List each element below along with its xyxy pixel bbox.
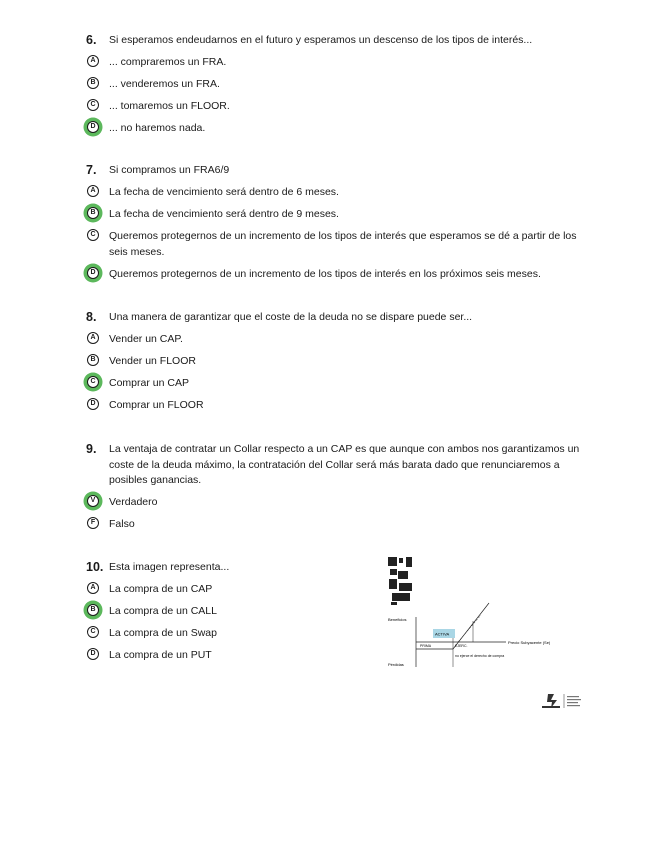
question-6 (86, 33, 596, 137)
option-letter-badge: D (87, 398, 99, 410)
option-text: Queremos protegernos de un incremento de los tipos de interés que esperamos se dé a partir de los seis meses. (109, 230, 577, 258)
option-false[interactable] (86, 517, 596, 533)
option-letter-badge: B (87, 77, 99, 89)
label-activa: ACTIVA (435, 631, 450, 637)
question-9 (86, 442, 596, 533)
option-letter-badge: C (87, 99, 99, 111)
option-letter-badge: D (87, 648, 99, 660)
question-7 (86, 163, 596, 282)
label-benefits: Beneficios (388, 617, 407, 622)
option-b[interactable] (86, 354, 596, 370)
option-b[interactable] (86, 77, 596, 93)
option-letter-badge: A (87, 582, 99, 594)
option-c[interactable] (86, 229, 596, 260)
question-header (86, 163, 596, 179)
option-letter-badge: B (87, 207, 99, 219)
question-text: Si compramos un FRA6/9 (109, 164, 230, 176)
option-d[interactable] (86, 648, 366, 664)
question-header (86, 442, 596, 489)
option-a[interactable] (86, 185, 596, 201)
question-header (86, 560, 366, 576)
option-letter-badge: A (87, 55, 99, 67)
option-text: Falso (109, 518, 135, 530)
option-text: Comprar un FLOOR (109, 399, 204, 411)
label-losses: Pérdidas (388, 662, 404, 667)
question-text: La ventaja de contratar un Collar respecto a un CAP es que aunque con ambos nos garantizamos un coste de la deuda máximo, la contratación del Collar será más barata dado que renunciaremos a posibles ganancias. (109, 443, 580, 486)
option-text: La fecha de vencimiento será dentro de 9 meses. (109, 208, 339, 220)
option-d-correct[interactable] (86, 121, 596, 137)
option-a[interactable] (86, 332, 596, 348)
option-text: La compra de un CALL (109, 605, 217, 617)
option-d[interactable] (86, 398, 596, 414)
question-8 (86, 310, 596, 414)
option-text: Queremos protegernos de un incremento de los tipos de interés en los próximos seis meses. (109, 267, 541, 280)
question-number: 9. (86, 442, 97, 456)
label-strike: EJERC. (455, 644, 468, 648)
question-header (86, 310, 596, 326)
option-letter-badge: V (87, 495, 99, 507)
option-c[interactable] (86, 626, 366, 642)
option-b-correct[interactable] (86, 604, 366, 620)
option-letter-badge: C (87, 626, 99, 638)
call-payoff-figure (386, 555, 558, 673)
option-text: ... no haremos nada. (109, 122, 206, 134)
label-premium: PRIMA (420, 644, 432, 648)
option-text: Comprar un CAP (109, 377, 189, 389)
question-text: Una manera de garantizar que el coste de la deuda no se dispare puede ser... (109, 311, 473, 323)
option-text: ... venderemos un FRA. (109, 78, 220, 90)
option-d-correct[interactable] (86, 267, 596, 283)
university-logo (540, 690, 600, 714)
option-a[interactable] (86, 582, 366, 598)
label-note: no ejerce el derecho de compra (455, 654, 505, 658)
question-10 (86, 560, 366, 664)
option-text: Verdadero (109, 496, 158, 508)
option-text: La compra de un Swap (109, 627, 217, 639)
option-text: Vender un CAP. (109, 333, 183, 345)
option-true-correct[interactable] (86, 495, 596, 511)
payoff-diagram (386, 555, 558, 673)
option-b-correct[interactable] (86, 207, 596, 223)
option-letter-badge: B (87, 354, 99, 366)
option-text: La compra de un PUT (109, 649, 212, 661)
qr-code-icon (388, 557, 412, 605)
option-text: ... tomaremos un FLOOR. (109, 100, 230, 112)
question-text: Si esperamos endeudarnos en el futuro y esperamos un descenso de los tipos de interés... (109, 34, 533, 46)
question-header (86, 33, 596, 49)
university-logo-icon (540, 690, 600, 714)
payoff-dashed (458, 615, 481, 642)
question-number: 10. (86, 560, 104, 574)
option-letter-badge: C (87, 229, 99, 241)
option-text: Vender un FLOOR (109, 355, 196, 367)
option-letter-badge: B (87, 604, 99, 616)
option-letter-badge: A (87, 332, 99, 344)
option-letter-badge: A (87, 185, 99, 197)
option-text: ... compraremos un FRA. (109, 56, 227, 68)
option-letter-badge: F (87, 517, 99, 529)
option-letter-badge: D (87, 121, 99, 133)
option-c-correct[interactable] (86, 376, 596, 392)
option-letter-badge: D (87, 267, 99, 279)
option-letter-badge: C (87, 376, 99, 388)
question-text: Esta imagen representa... (109, 561, 230, 573)
label-axis: Precio Subyacente (Se) (508, 640, 551, 645)
option-text: La compra de un CAP (109, 583, 213, 595)
option-text: La fecha de vencimiento será dentro de 6 meses. (109, 186, 339, 198)
question-number: 8. (86, 310, 97, 324)
question-number: 6. (86, 33, 97, 47)
option-c[interactable] (86, 99, 596, 115)
question-number: 7. (86, 163, 97, 177)
option-a[interactable] (86, 55, 596, 71)
